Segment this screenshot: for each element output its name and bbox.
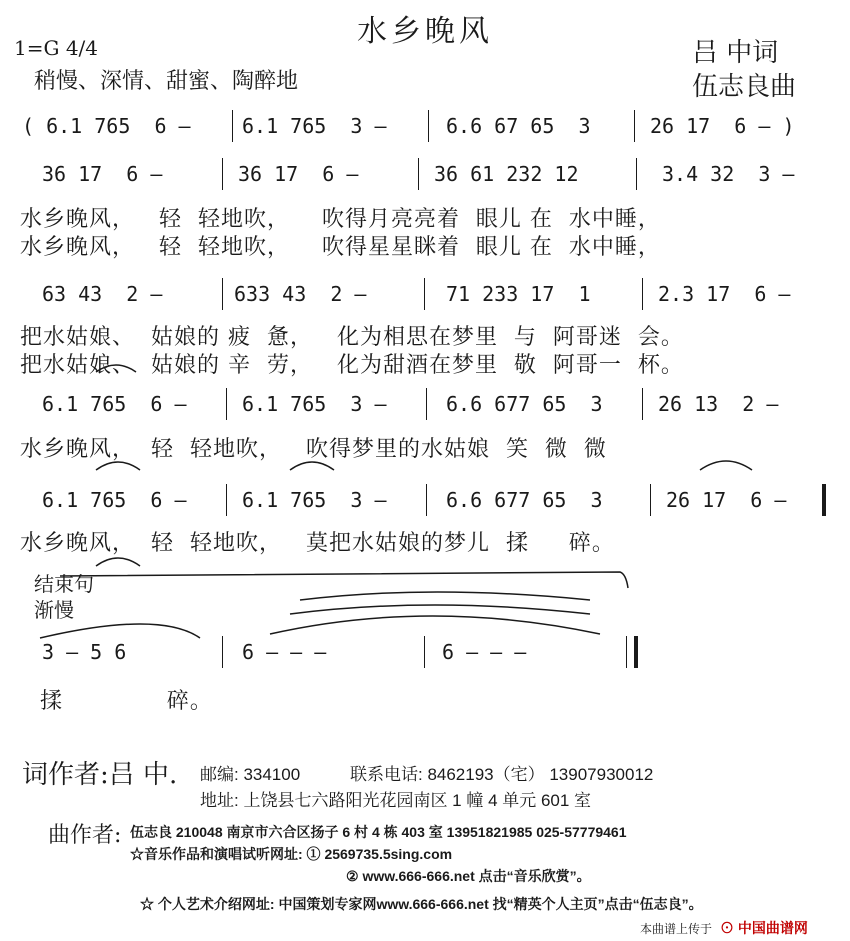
measure: 36 17 6 — xyxy=(42,162,163,186)
phone: 联系电话: 8462193（宅） 13907930012 xyxy=(350,765,654,784)
key-signature: 1=G 4/4 xyxy=(14,36,99,60)
measure: 6.6 67 65 3 xyxy=(446,114,591,138)
lyricist-label: 词作者:吕 中. xyxy=(22,760,178,790)
address: 地址: 上饶县七六路阳光花园南区 1 幢 4 单元 601 室 xyxy=(200,791,592,810)
measure: 6 — — — xyxy=(242,640,327,664)
measure: 3.4 32 3 — xyxy=(662,162,795,186)
lyric-line: 水乡晚风， 轻 轻地吹， 吹得月亮亮着 眼儿 在 水中睡， xyxy=(20,207,661,232)
tie xyxy=(270,616,600,634)
phrase-line xyxy=(60,572,628,588)
slur xyxy=(96,462,140,470)
measure: 26 13 2 — xyxy=(658,392,779,416)
slur xyxy=(96,365,136,372)
measure: 26 17 6 — xyxy=(666,488,787,512)
site-logo[interactable] xyxy=(720,918,808,938)
ending-label: 结束句 xyxy=(34,572,94,596)
tie xyxy=(290,605,590,614)
tie xyxy=(300,592,590,600)
slur xyxy=(96,558,140,566)
composer-label: 曲作者: xyxy=(48,823,122,848)
lyric-line: 水乡晚风， 轻 轻地吹， 吹得梦里的水姑娘 笑 微 微 xyxy=(20,437,607,462)
logo-text: 中国曲谱网 xyxy=(737,920,808,936)
measure: 63 43 2 — xyxy=(42,282,163,306)
measure: 2.3 17 6 — xyxy=(658,282,791,306)
listen-url: ☆音乐作品和演唱试听网址: ① 2569735.5sing.com xyxy=(130,846,453,862)
lyric-line: 水乡晚风， 轻 轻地吹， 莫把水姑娘的梦儿 揉 碎。 xyxy=(20,531,615,556)
measure: 36 61 232 12 xyxy=(434,162,579,186)
zip-code: 邮编: 334100 xyxy=(200,765,301,784)
measure: ( 6.1 765 6 — xyxy=(22,114,191,138)
measure: 6.1 765 6 — xyxy=(42,488,187,512)
measure: 6.1 765 3 — xyxy=(242,114,387,138)
slur xyxy=(700,461,752,470)
composer-credit: 伍志良曲 xyxy=(692,72,797,102)
measure: 6.6 677 65 3 xyxy=(446,488,603,512)
tie xyxy=(40,624,200,638)
slur xyxy=(290,462,334,470)
measure: 71 233 17 1 xyxy=(446,282,591,306)
profile-url: ☆ 个人艺术介绍网址: 中国策划专家网www.666-666.net 找“精英个人主页”点击“伍志良”。 xyxy=(140,896,703,912)
lyric-line: 把水姑娘、 姑娘的 疲 惫， 化为相思在梦里 与 阿哥迷 会。 xyxy=(20,325,684,350)
measure: 6.1 765 3 — xyxy=(242,392,387,416)
measure: 3 — 5 6 xyxy=(42,640,127,664)
measure: 6 — — — xyxy=(442,640,527,664)
logo-icon: ⊙ xyxy=(720,920,734,936)
measure: 6.1 765 3 — xyxy=(242,488,387,512)
measure: 26 17 6 — ) xyxy=(650,114,795,138)
composer-info: 伍志良 210048 南京市六合区扬子 6 村 4 栋 403 室 13951821985 025-57779461 xyxy=(130,824,627,840)
measure: 6.6 677 65 3 xyxy=(446,392,603,416)
lyric-line: 水乡晚风， 轻 轻地吹， 吹得星星眯着 眼儿 在 水中睡， xyxy=(20,235,661,260)
ending-tempo: 渐慢 xyxy=(34,598,74,622)
measure: 36 17 6 — xyxy=(238,162,359,186)
lyricist-credit: 吕 中词 xyxy=(692,38,779,68)
lyric-line: 揉 碎。 xyxy=(40,689,213,714)
measure: 6.1 765 6 — xyxy=(42,392,187,416)
lyric-line: 把水姑娘、 姑娘的 辛 劳， 化为甜酒在梦里 敬 阿哥一 杯。 xyxy=(20,353,684,378)
footer-note: 本曲谱上传于 xyxy=(640,922,713,936)
page-title: 水乡晚风 xyxy=(357,14,493,49)
tempo-marking: 稍慢、深情、甜蜜、陶醉地 xyxy=(34,69,299,94)
measure: 633 43 2 — xyxy=(234,282,367,306)
listen-url-2: ② www.666-666.net 点击“音乐欣赏”。 xyxy=(346,868,591,884)
